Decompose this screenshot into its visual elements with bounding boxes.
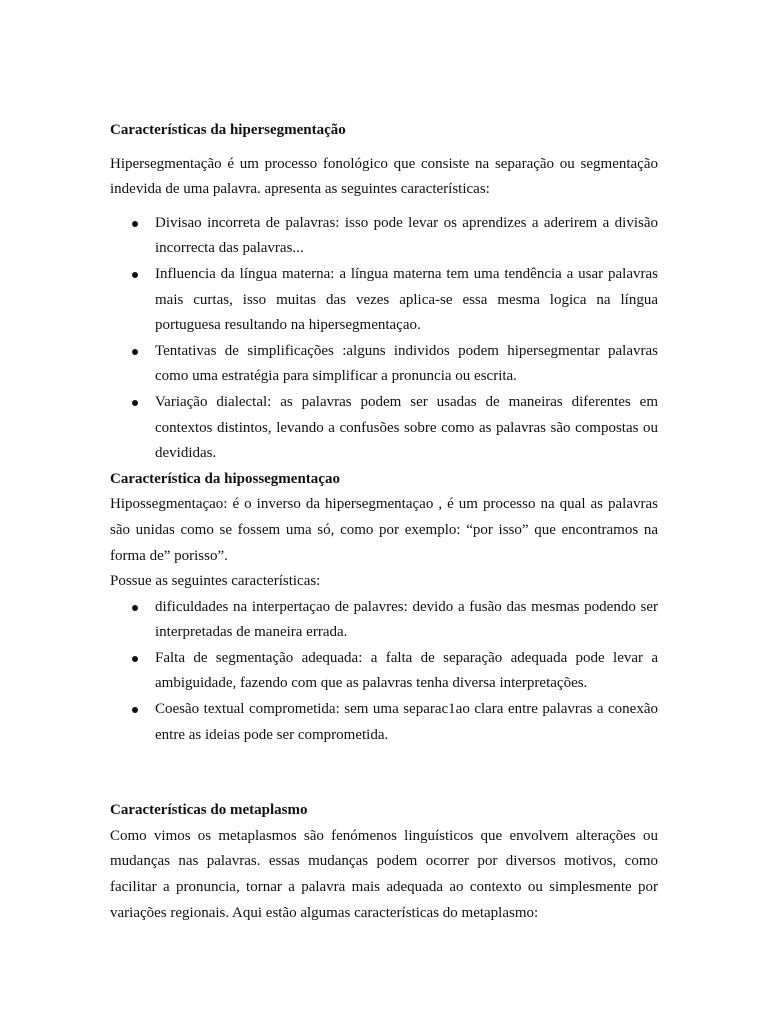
list-item-text: Divisao incorreta de palavras: isso pode levar os aprendizes a aderirem a divisão incorrecta das palavras...: [155, 214, 658, 257]
section3-intro: Como vimos os metaplasmos são fenómenos linguísticos que envolvem alterações ou mudanças nas palavras. essas mudanças podem ocorrer por diversos motivos, como facilitar a pronuncia, tornar a palavra mais adequada ao contexto ou simplesmente por variações regionais. Aqui estão algumas características do metaplasmo:: [110, 827, 658, 921]
bullet-icon: [132, 400, 138, 406]
document-body: [110, 118, 658, 926]
list-item-text: Tentativas de simplificações :alguns individos podem hipersegmentar palavras como uma estratégia para simplificar a pronuncia ou escrita.: [155, 342, 658, 385]
bullet-icon: [132, 349, 138, 355]
list-item: [110, 646, 658, 697]
bullet-icon: [132, 656, 138, 662]
list-item: [110, 262, 658, 339]
section2-intro: Hipossegmentaçao: é o inverso da hipersegmentaçao , é um processo na qual as palavras são unidas como se fossem uma só, como por exemplo: “por isso” que encontramos na forma de” porisso”.: [110, 496, 658, 564]
section1-bullet-list: [110, 211, 658, 467]
list-item-text: Coesão textual comprometida: sem uma separac1ao clara entre palavras a conexão entre as ideias pode ser comprometida.: [155, 701, 658, 743]
section-spacer: [110, 748, 658, 798]
list-item: [110, 390, 658, 467]
list-item: [110, 595, 658, 646]
section2-lead: Possue as seguintes características:: [110, 573, 321, 590]
list-item-text: Influencia da língua materna: a língua materna tem uma tendência a usar palavras mais curtas, isso muitas das vezes aplica-se essa mesma logica na língua portuguesa resultando na hipersegmentaçao.: [155, 265, 658, 334]
section1-intro: Hipersegmentação é um processo fonológico que consiste na separação ou segmentação indevida de uma palavra. apresenta as seguintes características:: [110, 155, 658, 198]
section2-bullet-list: [110, 595, 658, 749]
section2-heading: Característica da hipossegmentaçao: [110, 470, 340, 487]
list-item-text: dificuldades na interpertaçao de palavres: devido a fusão das mesmas podendo ser interpretadas de maneira errada.: [155, 598, 658, 641]
list-item-text: Variação dialectal: as palavras podem ser usadas de maneiras diferentes em contextos distintos, levando a confusões sobre como as palavras são compostas ou devididas.: [155, 393, 658, 462]
list-item: [110, 211, 658, 262]
list-item: [110, 697, 658, 748]
list-item-text: Falta de segmentação adequada: a falta de separação adequada pode levar a ambiguidade, fazendo com que as palavras tenha diversa interpretações.: [155, 649, 658, 692]
bullet-icon: [132, 272, 138, 278]
section1-heading: Características da hipersegmentação: [110, 122, 346, 138]
bullet-icon: [132, 221, 138, 227]
bullet-icon: [132, 605, 138, 611]
bullet-icon: [132, 707, 138, 713]
list-item: [110, 339, 658, 390]
section3-heading: Características do metaplasmo: [110, 802, 308, 819]
